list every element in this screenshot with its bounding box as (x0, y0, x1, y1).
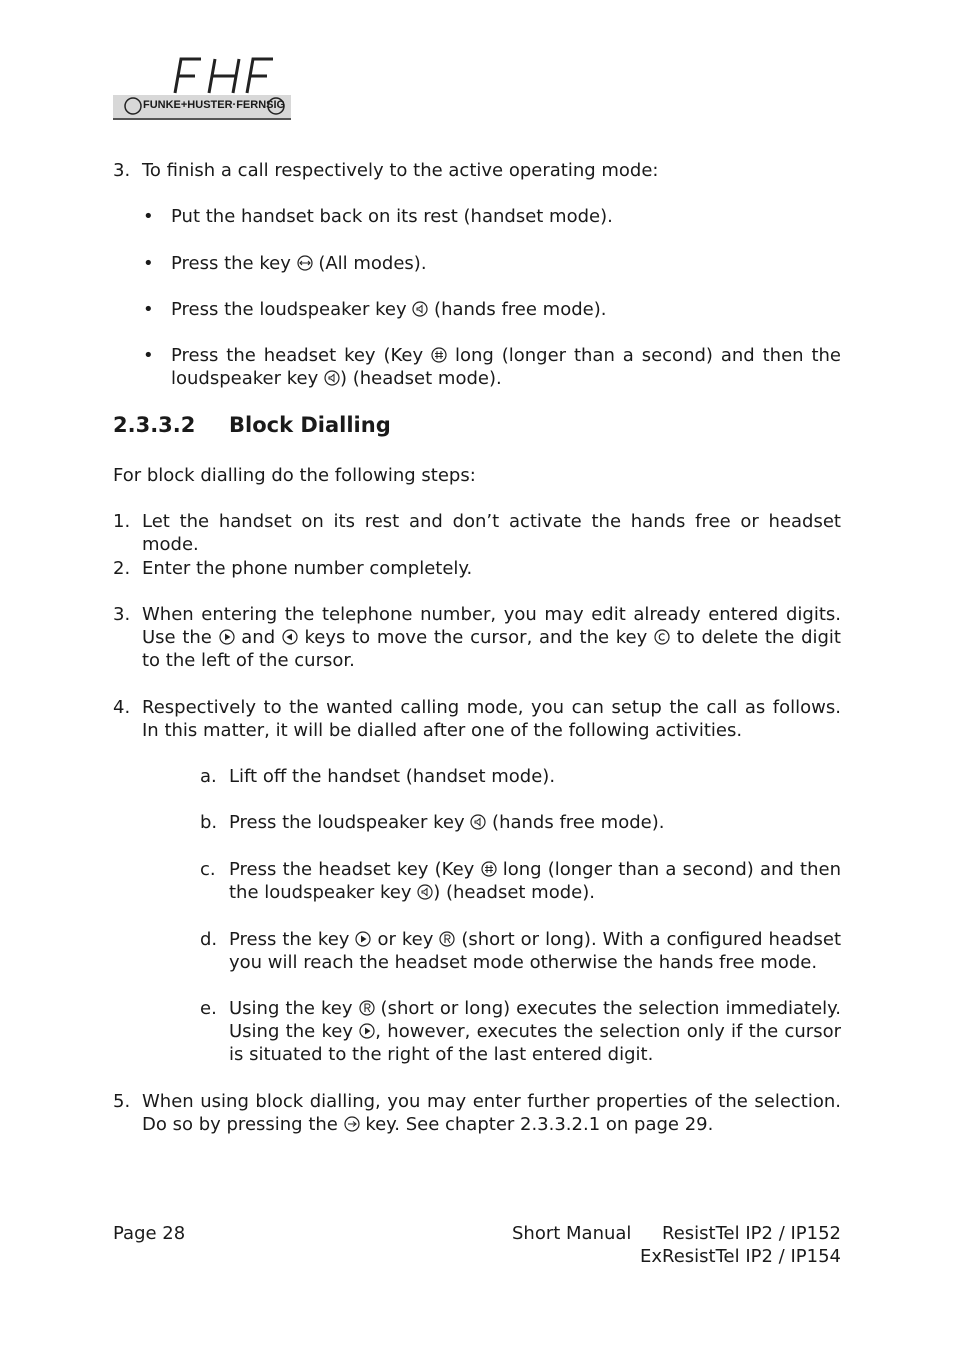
redial-key-icon (359, 1000, 375, 1016)
logo-company-name: FUNKE+HUSTER·FERNSIG (143, 99, 286, 111)
headset-key-icon (481, 861, 497, 877)
clear-key-icon (654, 629, 670, 645)
loudspeaker-key-icon (417, 884, 433, 900)
menu-key-icon (344, 1116, 360, 1132)
loudspeaker-key-icon (324, 370, 340, 386)
company-logo (113, 55, 293, 122)
hook-key-icon (297, 255, 313, 271)
loudspeaker-key-icon (470, 814, 486, 830)
section-title: Block Dialling (229, 413, 391, 437)
intro-text: For block dialling do the following steps: (113, 465, 476, 486)
headset-key-icon (431, 347, 447, 363)
product-names: ResistTel IP2 / IP152 ExResistTel IP2 / IP154 (640, 1223, 841, 1267)
arrow-right-key-icon (219, 629, 235, 645)
document-type: Short Manual (512, 1223, 632, 1244)
loudspeaker-key-icon (412, 301, 428, 317)
arrow-right-key-icon (355, 931, 371, 947)
arrow-right-key-icon (359, 1023, 375, 1039)
page-number: Page 28 (113, 1223, 186, 1244)
arrow-left-key-icon (282, 629, 298, 645)
section-number: 2.3.3.2 (113, 413, 196, 437)
redial-key-icon (439, 931, 455, 947)
